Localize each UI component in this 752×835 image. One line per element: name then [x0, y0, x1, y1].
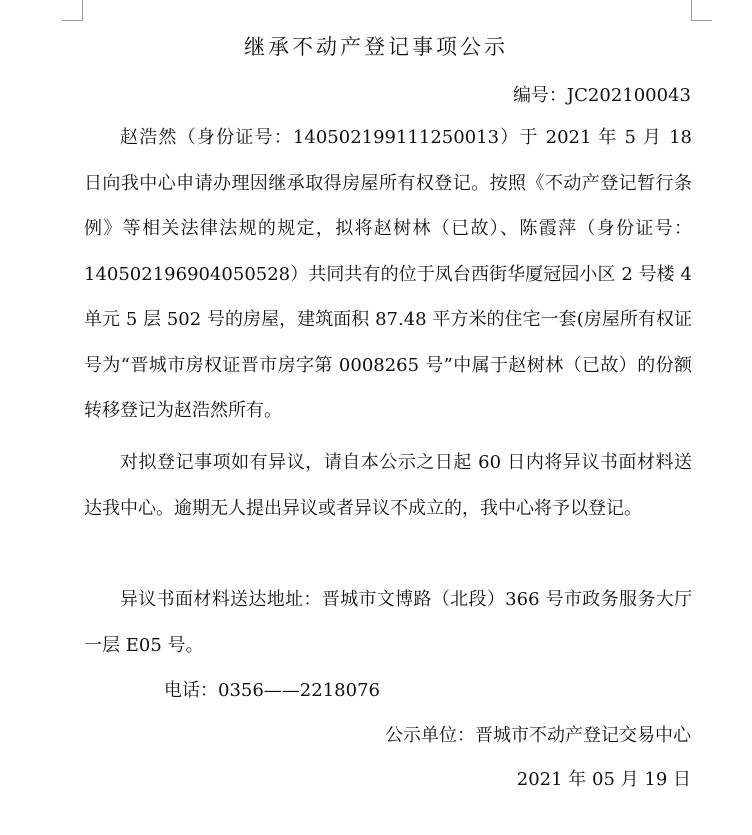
- paragraph-address: 异议书面材料送达地址：晋城市文博路（北段）366 号市政务服务大厅一层 E05 号。: [84, 589, 692, 656]
- publisher-line: 公示单位：晋城市不动产登记交易中心: [385, 725, 691, 746]
- phone-line: 电话：0356——2218076: [164, 680, 380, 701]
- page-corner-mark-left: [62, 0, 83, 21]
- serial-number: 编号：JC202100043: [512, 85, 691, 106]
- page-corner-mark-right: [691, 0, 712, 21]
- paragraph-applicant: 赵浩然（身份证号：140502199111250013）于 2021 年 5 月 18 日向我中心申请办理因继承取得房屋所有权登记。按照《不动产登记暂行条例》等相关法律法规的规定，拟将赵树林（已故）、陈霞萍（身份证号：140502196904050528）共同共有的位于凤台西街华厦冠园小区 2 号楼 4 单元 5 层 502 号的房屋，建筑面积 87.48 平方米的住宅一套(房屋所有权证号为“晋城市房权证晋市房字第 0008265 号”中属于赵树林（已故）的份额转移登记为赵浩然所有。: [84, 127, 692, 421]
- paragraph-objection: 对拟登记事项如有异议，请自本公示之日起 60 日内将异议书面材料送达我中心。逾期无人提出异议或者异议不成立的，我中心将予以登记。: [84, 452, 692, 519]
- notice-date: 2021 年 05 月 19 日: [516, 769, 691, 790]
- notice-title: 继承不动产登记事项公示: [244, 35, 508, 59]
